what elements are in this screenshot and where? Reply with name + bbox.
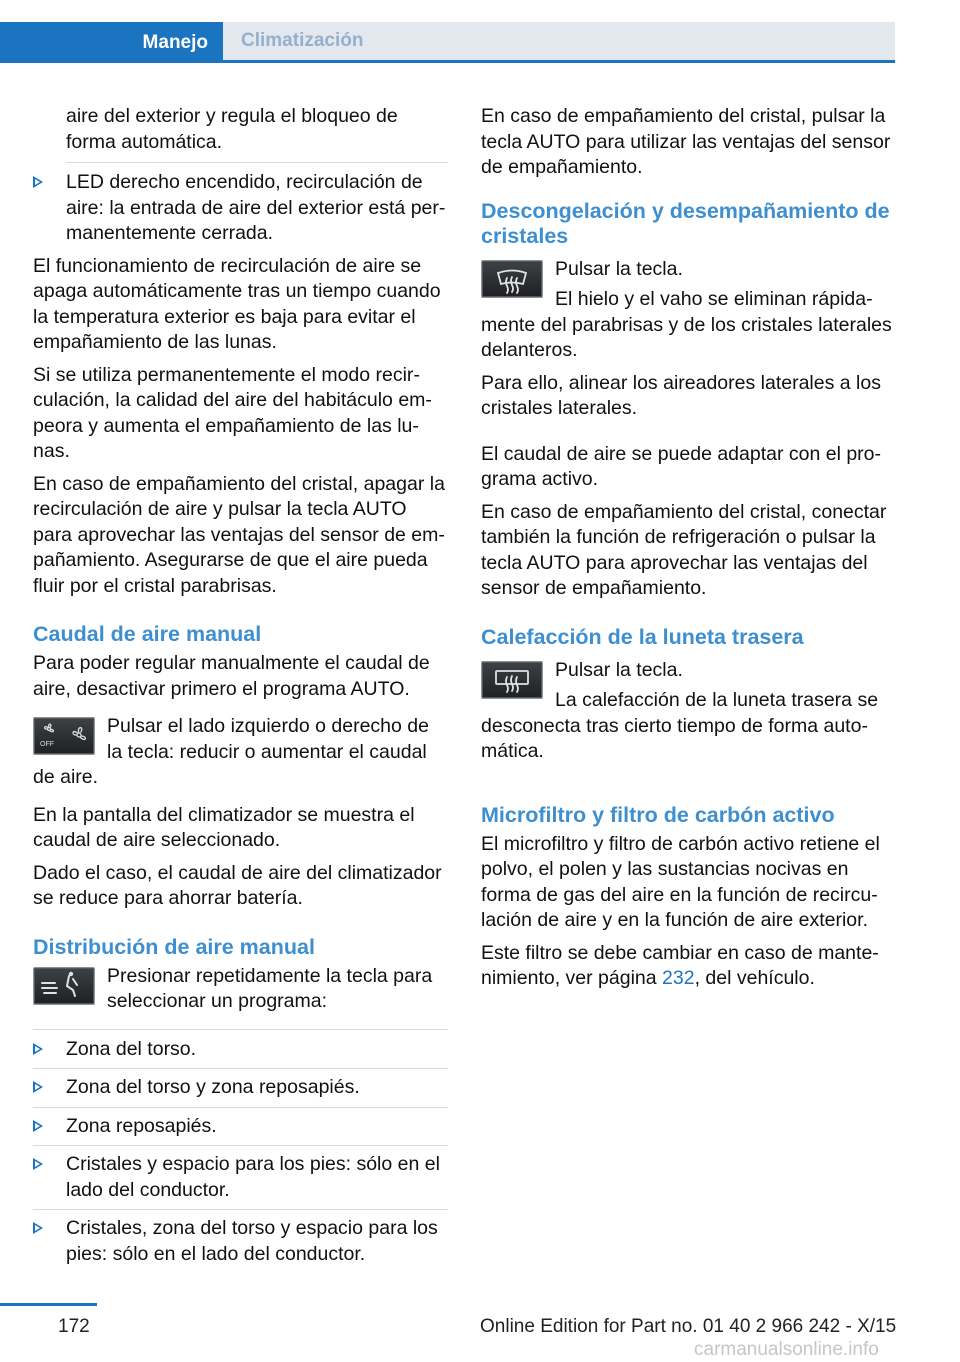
- fan-off-icon: [34, 718, 94, 754]
- paragraph: En caso de empañamiento del cristal, conectar también la función de refrigeración o pulsar la tecla AUTO para aprovechar las ventajas del sensor de empañamiento.: [481, 500, 887, 599]
- page-header: [0, 22, 895, 62]
- windshield-defrost-key-icon: [481, 260, 543, 298]
- paragraph: Si se utiliza permanentemente el modo recirculación, la calidad del aire del habitáculo empeora y aumenta el empañamiento de las lunas.: [33, 363, 432, 462]
- paragraph: El microfiltro y filtro de carbón activo retiene el polvo, el polen y las sustancias nocivas en forma de gas del aire en la función de recirculación de aire y en la función de aire exterior.: [481, 832, 880, 931]
- triangle-bullet-icon: [33, 1043, 43, 1055]
- edition-text: Online Edition for Part no. 01 40 2 966 242 - X/15: [480, 1316, 897, 1337]
- list-item-text: LED derecho encendido, recirculación de aire: la entrada de aire del exterior está permanentemente cerrada.: [66, 171, 446, 244]
- filtro-text-a: Este filtro se debe cambiar en caso de mantenimiento, ver página: [481, 941, 879, 989]
- rear-defrost-key-icon: [481, 661, 543, 699]
- heading-distribucion: Distribución de aire manual: [33, 934, 315, 959]
- divider: [33, 1029, 448, 1030]
- intro-continuation: aire del exterior y regula el bloqueo de forma automática.: [66, 105, 398, 153]
- descongelacion-button-text-1: Pulsar la tecla.: [555, 257, 683, 280]
- list-item: [33, 1209, 448, 1267]
- distribution-list: [33, 1037, 448, 1268]
- list-item-text: Zona del torso.: [66, 1037, 197, 1060]
- rear-window-defrost-icon: [482, 662, 542, 698]
- paragraph: En la pantalla del climatizador se muestra el caudal de aire seleccionado.: [33, 803, 415, 851]
- triangle-bullet-icon: [33, 1158, 43, 1170]
- heading-descongelacion: Descongelación y desempañamiento de cristales: [481, 198, 890, 248]
- caudal-button-row: [33, 714, 448, 791]
- paragraph: Para poder regular manualmente el caudal de aire, desactivar primero el programa AUTO.: [33, 652, 430, 700]
- tab-climatizacion-label: Climatización: [241, 30, 364, 51]
- caudal-button-text: Pulsar el lado izquierdo o derecho de la tecla: reducir o aumentar el caudal de aire.: [33, 715, 429, 788]
- luneta-button-text-2: La calefacción de la luneta trasera se desconecta tras cierto tiempo de forma automática.: [481, 689, 879, 762]
- paragraph: Dado el caso, el caudal de aire del climatizador se reduce para ahorrar batería.: [33, 861, 442, 909]
- list-item-text: Zona del torso y zona reposapiés.: [66, 1076, 360, 1098]
- led-list: [33, 170, 448, 247]
- paragraph: En caso de empañamiento del cristal, pulsar la tecla AUTO para utilizar las ventajas del sensor de empañamiento.: [481, 105, 891, 178]
- list-item-text: Cristales y espacio para los pies: sólo en el lado del conductor.: [66, 1153, 440, 1201]
- luneta-button-row: [481, 658, 899, 772]
- heading-caudal: Caudal de aire manual: [33, 622, 262, 646]
- footer-rule: [0, 1303, 97, 1306]
- heading-luneta: Calefacción de la luneta trasera: [481, 624, 804, 649]
- watermark: carmanualsonline.info: [694, 1339, 879, 1360]
- tab-manejo[interactable]: [0, 22, 223, 63]
- paragraph: En caso de empañamiento del cristal, apagar la recirculación de aire y pulsar la tecla AUTO para aprovechar las ventajas del sensor de empañamiento. Asegurarse de que el aire pueda fluir por el cristal parabrisas.: [33, 472, 445, 597]
- triangle-bullet-icon: [33, 1222, 43, 1234]
- page-number: 172: [58, 1316, 90, 1337]
- off-label: OFF: [40, 741, 54, 748]
- list-item: [33, 1145, 448, 1203]
- fan-key-icon: [33, 717, 95, 755]
- heading-filtro: Microfiltro y filtro de carbón activo: [481, 802, 835, 827]
- left-column: [33, 104, 448, 1267]
- paragraph: [481, 941, 899, 992]
- paragraph: El caudal de aire se puede adaptar con el programa activo.: [481, 442, 882, 490]
- luneta-button-text-1: Pulsar la tecla.: [555, 658, 683, 681]
- list-item: [33, 1068, 448, 1101]
- tab-climatizacion[interactable]: [223, 22, 895, 60]
- list-item: [33, 1037, 448, 1063]
- triangle-bullet-icon: [33, 1081, 43, 1093]
- right-column: [481, 104, 899, 999]
- triangle-bullet-icon: [33, 176, 43, 188]
- paragraph: Para ello, alinear los aireadores laterales a los cristales laterales.: [481, 371, 881, 419]
- descongelacion-button-row: [481, 257, 899, 371]
- descongelacion-button-text-2: El hielo y el vaho se eliminan rápidamente del parabrisas y de los cristales laterales delanteros.: [481, 288, 892, 361]
- filtro-text-b: , del vehículo.: [694, 967, 815, 989]
- divider: [66, 162, 448, 163]
- list-item-text: Zona reposapiés.: [66, 1114, 217, 1137]
- windshield-defrost-icon: [482, 261, 542, 297]
- triangle-bullet-icon: [33, 1120, 43, 1132]
- page-link[interactable]: 232: [662, 967, 695, 989]
- list-item-text: Cristales, zona del torso y espacio para los pies: sólo en el lado del conductor.: [66, 1217, 438, 1265]
- paragraph: El funcionamiento de recirculación de aire se apaga automáticamente tras un tiempo cuando la temperatura exterior es baja para evitar el empañamiento de las lunas.: [33, 254, 441, 353]
- distribucion-button-text: Presionar repetidamente la tecla para seleccionar un programa:: [107, 964, 433, 1012]
- tab-manejo-label: Manejo: [142, 31, 208, 53]
- list-item: [33, 170, 448, 247]
- air-distribution-icon: [34, 968, 94, 1004]
- air-distribution-key-icon: [33, 967, 95, 1005]
- distribucion-button-row: [33, 964, 448, 1015]
- list-item: [33, 1107, 448, 1140]
